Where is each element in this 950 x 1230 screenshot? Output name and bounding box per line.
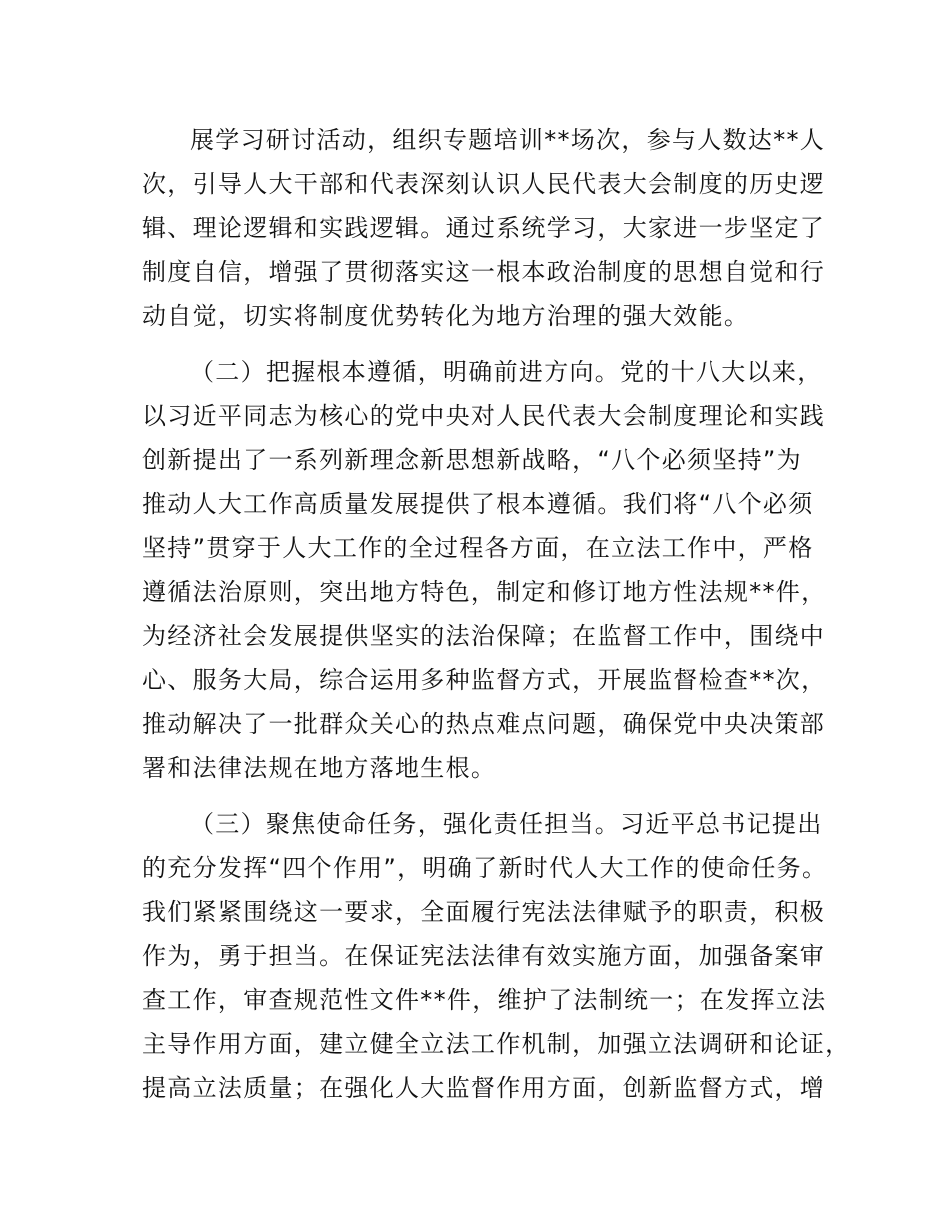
text-line: 推动人大工作高质量发展提供了根本遵循。我们将“八个必须 <box>142 490 814 518</box>
document-body <box>142 118 851 1110</box>
paragraph-gap <box>142 790 832 802</box>
text-line: 创新提出了一系列新理念新思想新战略，“八个必须坚持”为 <box>142 446 802 474</box>
paragraph-gap <box>142 338 832 350</box>
paragraph-1 <box>142 118 832 338</box>
text-line: 提高立法质量；在强化人大监督作用方面，创新监督方式，增 <box>142 1074 826 1102</box>
text-line: 坚持”贯穿于人大工作的全过程各方面，在立法工作中，严格 <box>142 534 814 562</box>
text-line: 遵循法治原则，突出地方特色，制定和修订地方性法规**件， <box>142 578 827 606</box>
text-line: 我们紧紧围绕这一要求，全面履行宪法法律赋予的职责，积极 <box>142 898 826 926</box>
text-line: （二）把握根本遵循，明确前进方向。党的十八大以来， <box>190 358 823 386</box>
text-line: 作为，勇于担当。在保证宪法法律有效实施方面，加强备案审 <box>142 942 826 970</box>
text-line: 的充分发挥“四个作用”，明确了新时代人大工作的使命任务。 <box>142 854 828 882</box>
text-line: 心、服务大局，综合运用多种监督方式，开展监督检查**次， <box>142 666 827 694</box>
text-line: 推动解决了一批群众关心的热点难点问题，确保党中央决策部 <box>142 710 826 738</box>
text-line: （三）聚焦使命任务，强化责任担当。习近平总书记提出 <box>190 810 823 838</box>
text-line: 辑、理论逻辑和实践逻辑。通过系统学习，大家进一步坚定了 <box>142 214 826 242</box>
text-line: 次，引导人大干部和代表深刻认识人民代表大会制度的历史逻 <box>142 170 826 198</box>
text-line: 署和法律法规在地方落地生根。 <box>142 754 497 782</box>
text-line: 动自觉，切实将制度优势转化为地方治理的强大效能。 <box>142 302 750 330</box>
text-line: 主导作用方面，建立健全立法工作机制，加强立法调研和论证， <box>142 1030 851 1058</box>
paragraph-2 <box>142 350 832 790</box>
text-line: 查工作，审查规范性文件**件，维护了法制统一；在发挥立法 <box>142 986 827 1014</box>
text-line: 为经济社会发展提供坚实的法治保障；在监督工作中，围绕中 <box>142 622 826 650</box>
text-line: 展学习研讨活动，组织专题培训**场次，参与人数达**人 <box>190 126 826 154</box>
text-line: 制度自信，增强了贯彻落实这一根本政治制度的思想自觉和行 <box>142 258 826 286</box>
text-line: 以习近平同志为核心的党中央对人民代表大会制度理论和实践 <box>142 402 826 430</box>
paragraph-3 <box>142 802 851 1110</box>
